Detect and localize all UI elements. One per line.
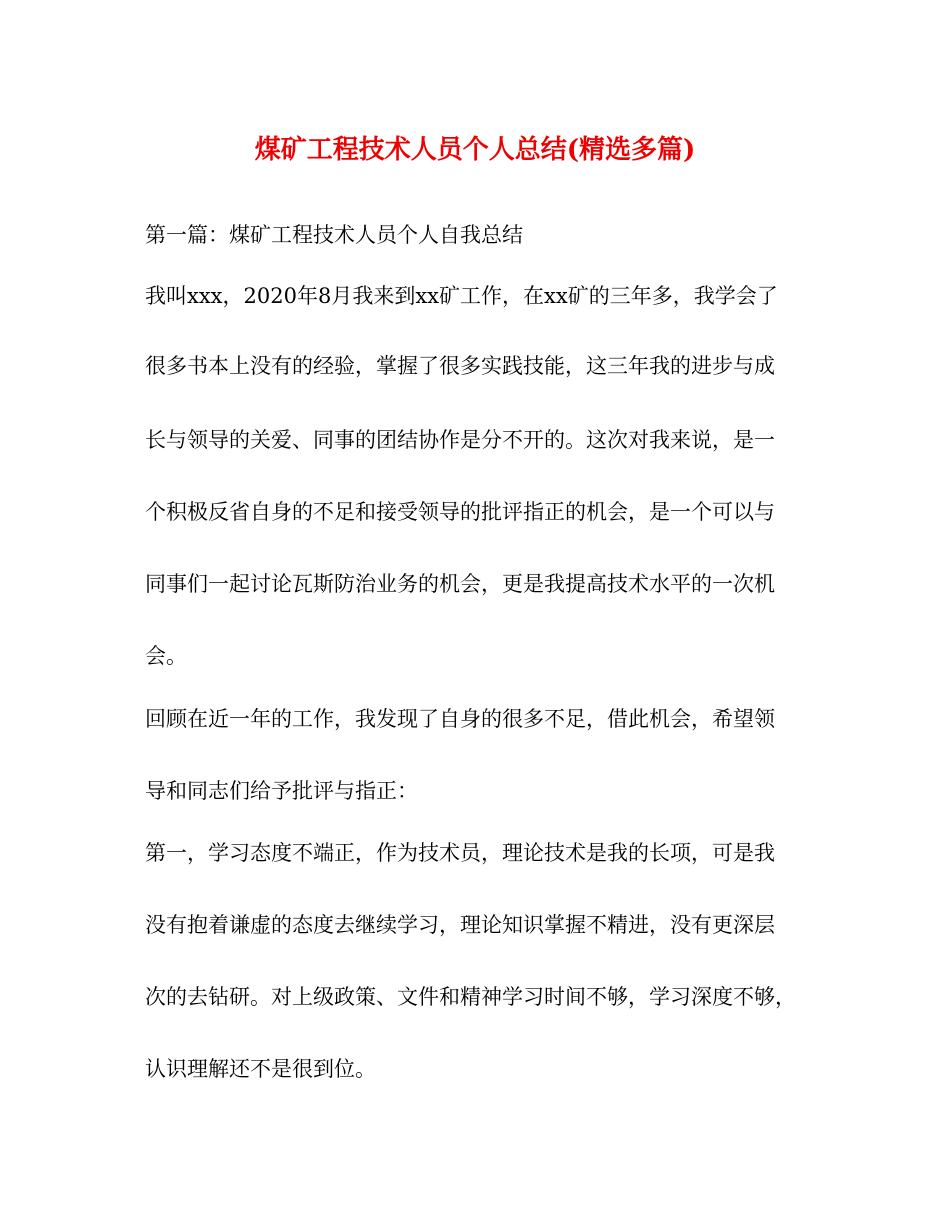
- body-line: 个积极反省自身的不足和接受领导的批评指正的机会，是一个可以与: [145, 500, 775, 524]
- body-line: 长与领导的关爱、同事的团结协作是分不开的。这次对我来说，是一: [145, 428, 775, 452]
- body-line: 很多书本上没有的经验，掌握了很多实践技能，这三年我的进步与成: [145, 354, 775, 378]
- document-title: 煤矿工程技术人员个人总结(精选多篇): [254, 135, 696, 165]
- body-line: 导和同志们给予批评与指正：: [145, 779, 418, 803]
- body-line: 同事们一起讨论瓦斯防治业务的机会，更是我提高技术水平的一次机: [145, 572, 775, 596]
- body-line: 我叫xxx，2020年8月我来到xx矿工作，在xx矿的三年多，我学会了: [145, 284, 778, 308]
- body-line: 没有抱着谦虚的态度去继续学习，理论知识掌握不精进，没有更深层: [145, 913, 775, 937]
- body-line: 回顾在近一年的工作，我发现了自身的很多不足，借此机会，希望领: [145, 707, 775, 731]
- body-line: 会。: [145, 644, 187, 668]
- body-line: 认识理解还不是很到位。: [145, 1057, 376, 1081]
- section-heading: 第一篇：煤矿工程技术人员个人自我总结: [145, 223, 523, 247]
- body-line: 第一，学习态度不端正，作为技术员，理论技术是我的长项，可是我: [145, 841, 775, 865]
- body-line: 次的去钻研。对上级政策、文件和精神学习时间不够，学习深度不够，: [145, 985, 796, 1009]
